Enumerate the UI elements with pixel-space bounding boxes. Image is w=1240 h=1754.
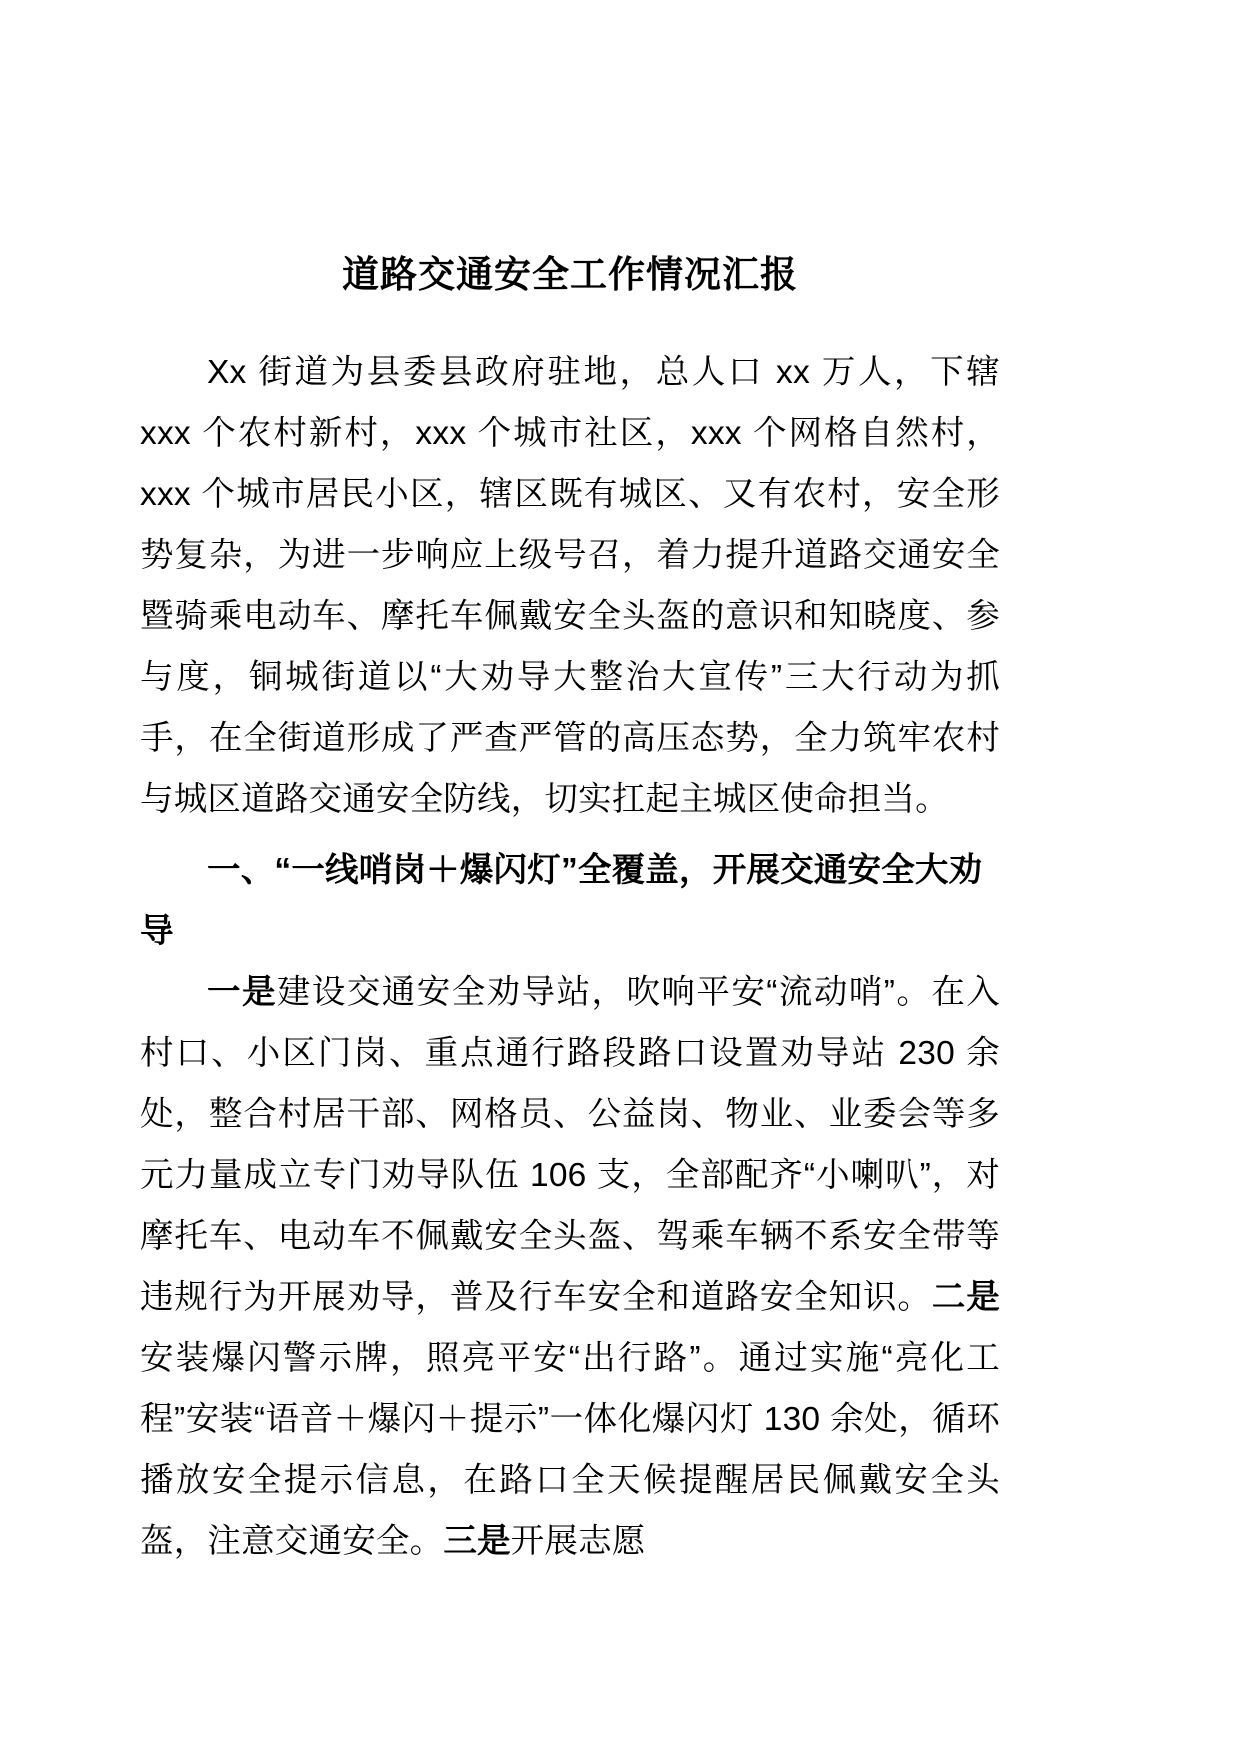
document-content — [140, 0, 1000, 1572]
document-title: 道路交通安全工作情况汇报 — [342, 254, 798, 295]
text-run: 开展志愿 — [510, 1522, 646, 1560]
intro-paragraph: Xx 街道为县委县政府驻地，总人口 xx 万人，下辖 xxx 个农村新村，xxx 个城市社区，xxx 个网格自然村，xxx 个城市居民小区，辖区既有城区、又有农村，安全形势复杂，为进一步响应上级号召，着力提升道路交通安全暨骑乘电动车、摩托车佩戴安全头盔的意识和知晓度、参与度，铜城街道以“大劝导大整治大宣传”三大行动为抓手，在全街道形成了严查严管的高压态势，全力筑牢农村与城区道路交通安全防线，切实扛起主城区使命担当。 — [140, 353, 1000, 818]
text-run: 建设交通安全劝导站，吹响平安“流动哨”。在入村口、小区门岗、重点通行路段路口设置劝导站 230 余处，整合村居干部、网格员、公益岗、物业、业委会等多元力量成立专门劝导队伍 106 支，全部配齐“小喇叭”，对摩托车、电动车不佩戴安全头盔、驾乘车辆不系安全带等违规行为开展劝导，普及行车安全和道路安全知识。 — [140, 973, 1000, 1316]
text-run: 安装爆闪警示牌，照亮平安“出行路”。通过实施“亮化工程”安装“语音＋爆闪＋提示”一体化爆闪灯 130 余处，循环播放安全提示信息，在路口全天候提醒居民佩戴安全头盔，注意交通安全。 — [140, 1339, 1000, 1560]
bold-run: 三是 — [443, 1522, 511, 1560]
bold-run: 一是 — [207, 973, 277, 1011]
section-heading-1: 一、“一线哨岗＋爆闪灯”全覆盖，开展交通安全大劝导 — [140, 851, 983, 950]
bold-run: 二是 — [931, 1278, 1000, 1316]
section-body-1 — [140, 962, 1000, 1572]
